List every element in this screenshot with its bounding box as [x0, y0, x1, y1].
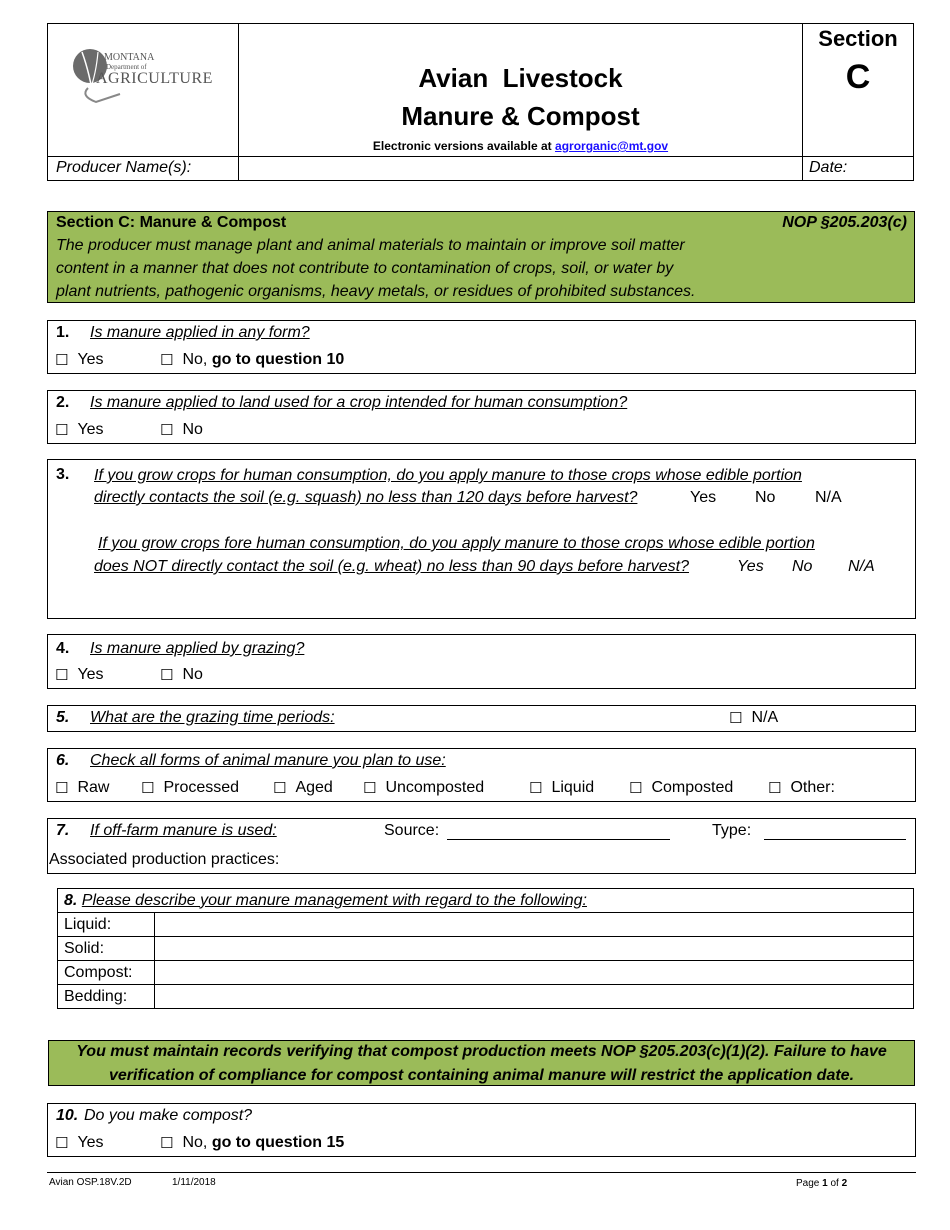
manure-row-label: Liquid: [58, 913, 155, 937]
notice-line2: verification of compliance for compost containing animal manure will restrict the application date. [108, 1067, 855, 1084]
question-5-text: What are the grazing time periods: [90, 709, 335, 726]
question-3-number: 3. [56, 466, 70, 483]
q6-option-label: Raw [77, 779, 110, 796]
question-2-number: 2. [56, 394, 70, 411]
checkbox-icon[interactable]: ☐ [729, 708, 743, 727]
q6-option-label: Other: [790, 779, 835, 796]
checkbox-icon[interactable]: ☐ [55, 778, 69, 797]
q1-yes-label: Yes [77, 351, 104, 368]
checkbox-icon[interactable]: ☐ [55, 350, 69, 369]
electronic-versions-note [239, 139, 802, 153]
notice-line1: You must maintain records verifying that compost production meets NOP §205.203(c)(1)(2). Failure to have [76, 1043, 887, 1060]
manure-row-label: Solid: [58, 937, 155, 961]
manure-liquid-field[interactable] [155, 913, 914, 937]
type-label: Type: [712, 822, 752, 839]
production-practices-label: Associated production practices: [49, 851, 280, 868]
question-7-text: If off-farm manure is used: [90, 822, 277, 839]
q4-yes-label: Yes [77, 666, 104, 683]
q2-yes-label: Yes [77, 421, 104, 438]
q5-na-option[interactable] [729, 709, 778, 727]
question-3a-line2: directly contacts the soil (e.g. squash) no less than 120 days before harvest? [94, 489, 638, 506]
date-label: Date: [809, 159, 848, 176]
checkbox-icon[interactable]: ☐ [160, 665, 174, 684]
q1-no-option[interactable] [160, 351, 344, 369]
source-label: Source: [384, 822, 440, 839]
footer-rule [47, 1172, 916, 1173]
q6-liquid-option[interactable] [529, 779, 594, 797]
question-2-text: Is manure applied to land used for a crop intended for human consumption? [90, 394, 628, 411]
q3b-na-option[interactable]: N/A [848, 558, 875, 575]
question-8-number: 8. [64, 891, 78, 909]
q3a-yes-option[interactable]: Yes [690, 489, 717, 506]
section-letter: C [845, 58, 871, 96]
question-7-number: 7. [56, 822, 70, 839]
q2-no-label: No [182, 421, 203, 438]
q5-na-label: N/A [751, 709, 779, 726]
checkbox-icon[interactable]: ☐ [529, 778, 543, 797]
logo-montana-text: MONTANA [104, 52, 155, 63]
question-3b-line1: If you grow crops fore human consumption, do you apply manure to those crops whose edible portion [98, 535, 815, 552]
q6-option-label: Aged [295, 779, 333, 796]
page-title-line2: Manure & Compost [401, 101, 640, 131]
type-field[interactable] [764, 822, 906, 840]
question-3a-line1: If you grow crops for human consumption, do you apply manure to those crops whose edible portion [94, 467, 802, 484]
section-intro-line1: The producer must manage plant and animal materials to maintain or improve soil matter [56, 237, 685, 254]
q2-no-option[interactable] [160, 421, 203, 439]
checkbox-icon[interactable]: ☐ [160, 420, 174, 439]
q1-goto-text: go to question 10 [211, 351, 345, 368]
question-4-text: Is manure applied by grazing? [90, 640, 305, 657]
q10-no-option[interactable] [160, 1134, 344, 1152]
footer-date: 1/11/2018 [172, 1177, 216, 1188]
question-3b-line2: does NOT directly contact the soil (e.g. wheat) no less than 90 days before harvest? [94, 558, 689, 575]
q10-yes-label: Yes [77, 1134, 104, 1151]
logo-agriculture-text: AGRICULTURE [96, 70, 213, 87]
q2-yes-option[interactable] [55, 421, 104, 439]
q6-option-label: Processed [163, 779, 240, 796]
question-8-table [57, 888, 914, 1009]
manure-row-label: Bedding: [58, 985, 155, 1009]
question-10-text: Do you make compost? [84, 1107, 253, 1124]
question-1-text: Is manure applied in any form? [90, 324, 310, 341]
q6-composted-option[interactable] [629, 779, 733, 797]
producer-name-label: Producer Name(s): [56, 159, 192, 176]
checkbox-icon[interactable]: ☐ [55, 420, 69, 439]
checkbox-icon[interactable]: ☐ [363, 778, 377, 797]
page-title-line1: Avian Livestock [418, 63, 623, 93]
manure-compost-field[interactable] [155, 961, 914, 985]
question-10-number: 10. [56, 1107, 79, 1124]
q6-option-label: Uncomposted [385, 779, 485, 796]
question-4-number: 4. [56, 640, 70, 657]
manure-row-label: Compost: [58, 961, 155, 985]
manure-solid-field[interactable] [155, 937, 914, 961]
q4-yes-option[interactable] [55, 666, 104, 684]
question-1-number: 1. [56, 324, 70, 341]
question-6-number: 6. [56, 752, 70, 769]
producer-name-field[interactable] [238, 156, 803, 181]
manure-bedding-field[interactable] [155, 985, 914, 1009]
electronic-versions-text: Electronic versions available at [372, 139, 552, 153]
logo-department-text: Department of [106, 63, 147, 71]
question-8-header [58, 889, 914, 913]
q3b-no-option[interactable]: No [792, 558, 813, 575]
q6-option-label: Liquid [551, 779, 595, 796]
section-label: Section [818, 26, 898, 51]
section-intro-line3: plant nutrients, pathogenic organisms, heavy metals, or residues of prohibited substances. [56, 283, 696, 300]
q3b-yes-option[interactable]: Yes [737, 558, 764, 575]
q6-processed-option[interactable] [141, 779, 239, 797]
footer-form-id: Avian OSP.18V.2D [49, 1177, 132, 1188]
q10-yes-option[interactable] [55, 1134, 104, 1152]
q6-raw-option[interactable] [55, 779, 109, 797]
nop-reference: NOP §205.203(c) [782, 214, 907, 231]
checkbox-icon[interactable]: ☐ [55, 1133, 69, 1152]
footer-page-number: Page 1 of 2 [796, 1178, 848, 1189]
section-intro-title: Section C: Manure & Compost [56, 214, 287, 231]
question-6-text: Check all forms of animal manure you plan to use: [90, 752, 446, 769]
q10-goto-text: go to question 15 [211, 1134, 345, 1151]
section-intro-line2: content in a manner that does not contribute to contamination of crops, soil, or water by [56, 260, 674, 277]
checkbox-icon[interactable]: ☐ [160, 350, 174, 369]
question-8-text: Please describe your manure management with regard to the following: [81, 891, 587, 909]
montana-agriculture-logo [68, 44, 213, 116]
q1-yes-option[interactable] [55, 351, 104, 369]
q6-aged-option[interactable] [273, 779, 333, 797]
q6-option-label: Composted [651, 779, 734, 796]
email-link[interactable]: agrorganic@mt.gov [555, 139, 669, 153]
checkbox-icon[interactable]: ☐ [273, 778, 287, 797]
q3a-na-option[interactable]: N/A [815, 489, 842, 506]
question-5-number: 5. [56, 709, 70, 726]
q3a-no-option[interactable]: No [755, 489, 776, 506]
checkbox-icon[interactable]: ☐ [629, 778, 643, 797]
q6-uncomposted-option[interactable] [363, 779, 484, 797]
checkbox-icon[interactable]: ☐ [55, 665, 69, 684]
source-field[interactable] [447, 822, 670, 840]
q1-no-label: No, go to question 10 [182, 351, 345, 368]
checkbox-icon[interactable]: ☐ [141, 778, 155, 797]
q10-no-label: No, go to question 15 [182, 1134, 345, 1151]
checkbox-icon[interactable]: ☐ [160, 1133, 174, 1152]
q4-no-label: No [182, 666, 203, 683]
q6-other-option[interactable] [768, 779, 835, 797]
q4-no-option[interactable] [160, 666, 203, 684]
checkbox-icon[interactable]: ☐ [768, 778, 782, 797]
